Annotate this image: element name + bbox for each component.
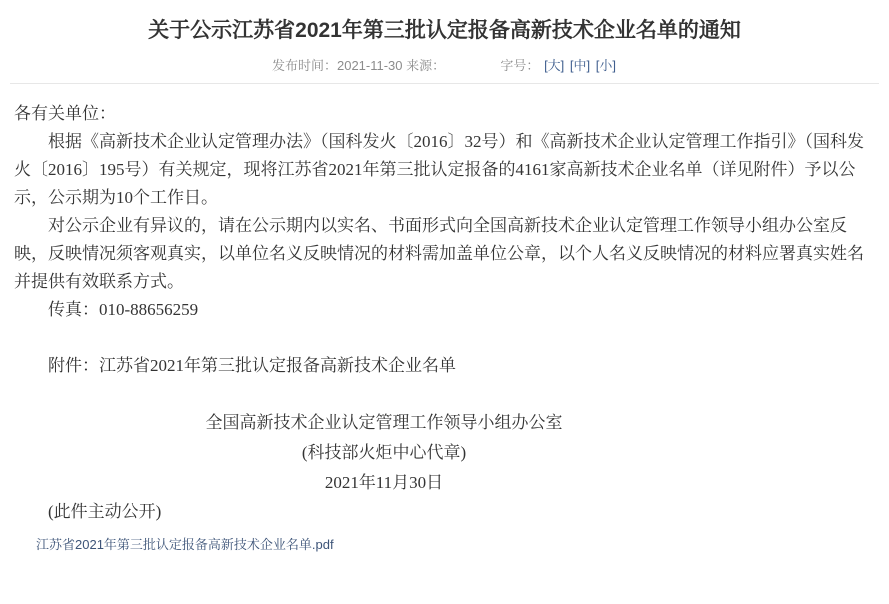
signature-org: 全国高新技术企业认定管理工作领导小组办公室 [205,413,563,433]
fax-line: 传真：010-88656259 [48,300,199,320]
blank-line [14,324,875,352]
paragraph-objections: 对公示企业有异议的，请在公示期内以实名、书面形式向全国高新技术企业认定管理工作领导小组办公室反映，反映情况须客观真实，以单位名义反映情况的材料需加盖单位公章，以个人名义反映情况的材料应署真实姓名并提供有效联系方式。 [14,216,864,292]
source-label: 来源： [406,58,446,74]
header-divider [10,83,879,84]
signature-date: 2021年11月30日 [324,473,444,493]
page-title: 关于公示江苏省2021年第三批认定报备高新技术企业名单的通知 [148,19,741,42]
publish-date: 2021-11-30 [336,58,403,74]
paragraph-regulations: 根据《高新技术企业认定管理办法》（国科发火〔2016〕32号）和《高新技术企业认定管理工作指引》（国科发火〔2016〕195号）有关规定，现将江苏省2021年第三批认定报备的4161家高新技术企业名单（详见附件）予以公示，公示期为10个工作日。 [14,132,864,208]
disclosure-note: (此件主动公开) [48,502,162,522]
fontsize-small-button[interactable]: [小] [595,58,617,74]
meta-bar [0,58,889,74]
signature-block [14,408,754,498]
attachment-link-row [36,536,875,554]
fontsize-large-button[interactable]: [大] [544,58,565,74]
attachment-pdf-link[interactable]: 江苏省2021年第三批认定报备高新技术企业名单.pdf [36,537,334,553]
notice-body [14,100,875,554]
signature-seal-note: (科技部火炬中心代章) [301,443,467,463]
attachment-name: 江苏省2021年第三批认定报备高新技术企业名单 [99,356,456,376]
attachment-label: 附件： [48,356,99,376]
publish-time-label: 发布时间： [271,58,337,74]
salutation: 各有关单位： [14,104,116,124]
attachment-line [14,352,875,380]
fontsize-label: 字号： [500,58,540,74]
fontsize-medium-button[interactable]: [中] [569,58,591,74]
